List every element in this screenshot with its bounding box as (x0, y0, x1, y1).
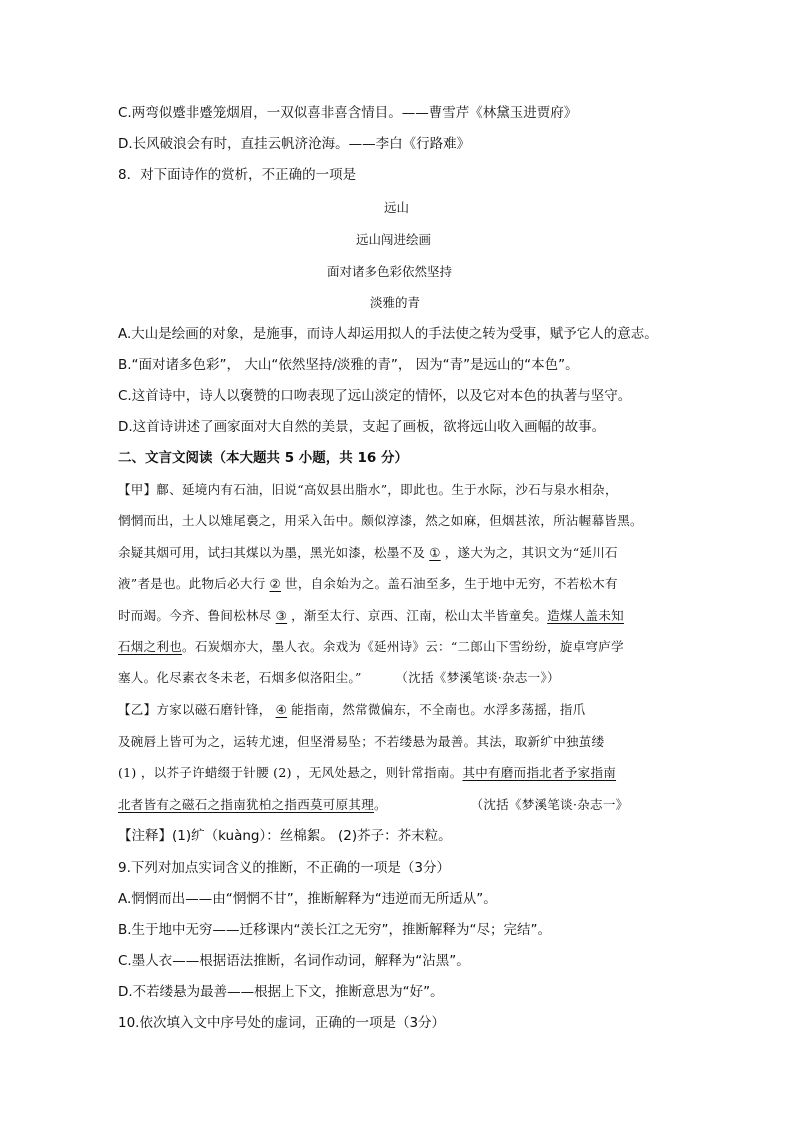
yi-line-2: 及碗唇上皆可为之，运转尤速，但坚滑易坠；不若缕悬为最善。其法，取新纩中独茧缕 (118, 734, 605, 749)
q8-option-d: D.这首诗讲述了画家面对大自然的美景，支起了画板，欲将远山收入画幅的故事。 (118, 419, 606, 435)
poem-line-1: 远山闯进绘画 (356, 232, 432, 247)
blank-2[interactable]: ② (269, 576, 282, 591)
yi-line-3-text: (1) ，以芥子许蜡缀于针腰 (2) ，无风处悬之，则针常指南。 (118, 765, 463, 780)
jia-line-1: 【甲】鄜、延境内有石油，旧说“高奴县出脂水”，即此也。生于水际，沙石与泉水相杂， (118, 482, 618, 497)
yi-underlined-sentence-a: 其中有磨而指北者予家指南 (462, 765, 617, 780)
section-heading: 二、文言文阅读（本大题共 5 小题，共 16 分） (118, 450, 408, 466)
q8-option-a: A.大山是绘画的对象，是施事，而诗人却运用拟人的手法使之转为受事，赋予它人的意志。 (118, 326, 658, 342)
yi-source: （沈括《梦溪笔谈·杂志一》 (476, 797, 629, 812)
poem-title: 远山 (384, 200, 410, 215)
blank-3[interactable]: ③ (275, 608, 288, 623)
jia-line-7 (118, 669, 560, 687)
q7-option-d: D.长风破浪会有时，直挂云帆济沧海。——李白《行路难》 (118, 136, 471, 152)
q7-option-c: C.两弯似蹙非蹙笼烟眉，一双似喜非喜含情目。——曹雪芹《林黛玉进贾府》 (118, 105, 578, 121)
q8-option-c: C.这首诗中，诗人以褒赞的口吻表现了远山淡定的情怀，以及它对本色的执著与坚守。 (118, 388, 632, 404)
q9-option-b: B.生于地中无穷——迁移课内“羡长江之无穷”，推断解释为“尽；完结”。 (118, 922, 552, 938)
jia-line-6-text: 。石炭烟亦大，墨人衣。余戏为《延州诗》云：“二郎山下雪纷纷，旋卓穹庐学 (182, 639, 624, 654)
jia-line-6 (118, 638, 624, 656)
jia-line-3-text-a: 余疑其烟可用，试扫其煤以为墨，黑光如漆，松墨不及 (118, 545, 426, 560)
jia-underlined-sentence-b: 石烟之利也 (118, 639, 183, 654)
yi-line-1 (118, 701, 586, 719)
blank-1[interactable]: ① (429, 545, 441, 560)
q9-option-d: D.不若缕悬为最善——根据上下文，推断意思为“好”。 (118, 984, 444, 1000)
jia-line-4-text-b: 世，自余始为之。盖石油至多，生于地中无穷，不若松木有 (285, 576, 618, 591)
annotation: 【注释】(1)纩（kuàng）：丝棉絮。 (2)芥子：芥末粒。 (118, 828, 452, 844)
q10-stem: 10.依次填入文中序号处的虚词，正确的一项是（3分） (118, 1015, 446, 1031)
jia-line-5-text-b: ，渐至太行、京西、江南，松山太半皆童矣。 (291, 608, 548, 623)
jia-line-3-text-b: ，遂大为之，其识文为“延川石 (444, 545, 618, 560)
jia-underlined-sentence-a: 造煤人盖未知 (547, 608, 624, 623)
jia-source: （沈括《梦溪笔谈·杂志一》） (401, 670, 560, 685)
jia-line-2: 惘惘而出，土人以雉尾裛之，用采入缶中。颇似淳漆，然之如麻，但烟甚浓，所沾幄幕皆黑。 (118, 513, 643, 528)
yi-line-3 (118, 764, 616, 782)
q8-stem: 8．对下面诗作的赏析，不正确的一项是 (118, 167, 357, 183)
q9-stem: 9.下列对加点实词含义的推断，不正确的一项是（3分） (118, 860, 450, 876)
yi-line-4-text: 。 (374, 797, 387, 812)
yi-line-1-text-a: 【乙】方家以磁石磨针锋， (118, 702, 272, 717)
poem-line-3: 淡雅的青 (370, 295, 421, 310)
q8-option-b: B.“面对诸多色彩”， 大山“依然坚持/淡雅的青”， 因为“青”是远山的“本色”。 (118, 357, 579, 373)
jia-line-5-text-a: 时而竭。今齐、鲁间松林尽 (118, 608, 272, 623)
jia-line-4 (118, 575, 618, 593)
jia-line-5 (118, 607, 624, 625)
yi-underlined-sentence-b: 北者皆有之磁石之指南犹柏之指西莫可原其理 (118, 797, 375, 812)
yi-line-4 (118, 796, 628, 814)
jia-line-7-text: 塞人。化尽素衣冬未老，石烟多似洛阳尘。” (118, 670, 362, 685)
blank-4[interactable]: ④ (275, 702, 288, 717)
jia-line-4-text-a: 液”者是也。此物后必大行 (118, 576, 266, 591)
q9-option-c: C.墨人衣——根据语法推断，名词作动词，解释为“沾黑”。 (118, 953, 470, 969)
poem-line-2: 面对诸多色彩依然坚持 (327, 264, 453, 279)
q9-option-a: A.惘惘而出——由“惘惘不甘”，推断解释为“违逆而无所适从”。 (118, 891, 497, 907)
jia-line-3 (118, 544, 618, 562)
yi-line-1-text-b: 能指南，然常微偏东，不全南也。水浮多荡摇，指爪 (291, 702, 586, 717)
